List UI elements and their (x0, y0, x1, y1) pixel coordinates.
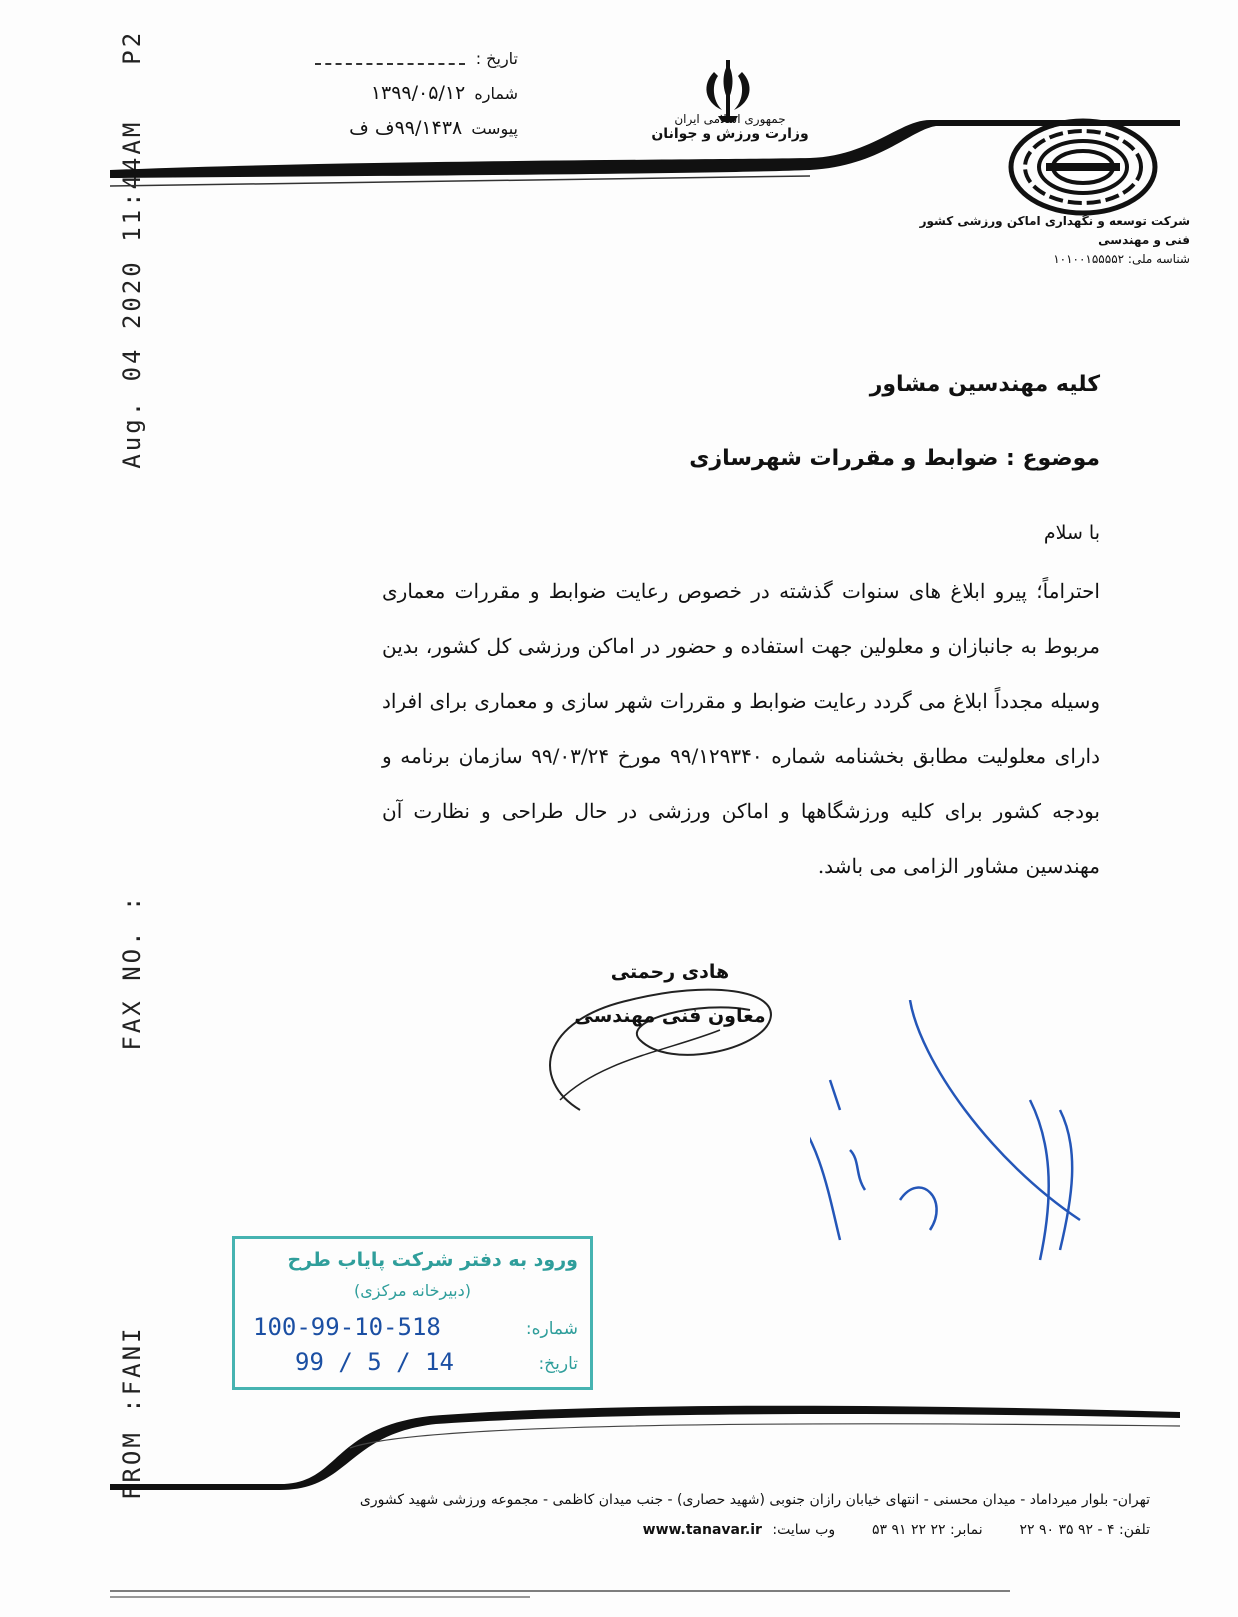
letter-recipient: کلیه مهندسین مشاور (869, 372, 1100, 397)
fax-header-strip (118, 30, 146, 1500)
letter-meta (315, 42, 518, 146)
handwritten-note (810, 1000, 1140, 1320)
footer-fax: نمابر: ۲۲ ۲۲ ۹۱ ۵۳ (872, 1522, 983, 1538)
meta-date-row (315, 42, 518, 76)
stamp-title: ورود به دفتر شرکت پایاب طرح (287, 1249, 578, 1271)
fax-page: P2 (118, 29, 146, 65)
fax-number: FAX NO. : (118, 893, 146, 1051)
company-national-id: شناسه ملی: ۱۰۱۰۰۱۵۵۵۵۲ (1053, 252, 1190, 266)
footer-contact (637, 1522, 1150, 1538)
fax-from: FROM :FANI (118, 1325, 146, 1500)
footer-website[interactable]: www.tanavar.ir (642, 1522, 762, 1538)
letter-subject: موضوع : ضوابط و مقررات شهرسازی (689, 446, 1100, 471)
meta-date-label: تاریخ : (475, 49, 518, 68)
signatory-name: هادی رحمتی (610, 961, 730, 983)
bottom-rule (110, 1588, 1010, 1602)
ministry-line2: وزارت ورزش و جوانان (651, 126, 809, 142)
footer-swoosh (110, 1398, 1180, 1490)
meta-number-value: ۱۳۹۹/۰۵/۱۲ (370, 82, 466, 104)
company-name: شرکت توسعه و نگهداری اماکن ورزشی کشور (919, 214, 1190, 228)
footer-phone: تلفن: ۴ - ۹۲ ۳۵ ۹۰ ۲۲ (1019, 1522, 1150, 1538)
meta-date-line (315, 55, 465, 65)
company-heading (910, 212, 1190, 269)
signature-block (560, 950, 780, 1038)
meta-number-row (315, 76, 518, 111)
stamp-date-label: تاریخ: (538, 1354, 578, 1374)
meta-attachment-label: پیوست (471, 119, 518, 138)
letter-greeting: با سلام (1043, 522, 1100, 544)
footer-address: تهران- بلوار میرداماد - میدان محسنی - انتهای خیابان رازان جنوبی (شهید حصاری) - جنب میدان کاظمی - مجموعه ورزشی شهید کشوری (359, 1492, 1150, 1508)
registration-stamp (232, 1236, 593, 1390)
stamp-number-label: شماره: (525, 1319, 578, 1339)
stamp-date-value: 99 / 5 / 14 (295, 1348, 454, 1376)
ministry-heading (640, 112, 820, 142)
meta-attachment-row (315, 111, 518, 146)
company-dept: فنی و مهندسی (1098, 233, 1190, 247)
signatory-title: معاون فنی مهندسی (574, 1005, 766, 1027)
stamp-number-value: 100-99-10-518 (253, 1313, 441, 1341)
meta-attachment-value: ۹۹/۱۴۳۸ف ف (349, 117, 463, 139)
stamp-subtitle: (دبیرخانه مرکزی) (354, 1281, 471, 1300)
company-logo-icon (1008, 118, 1158, 216)
fax-date-stamp: Aug. 04 2020 11:44AM (118, 119, 146, 469)
footer-website-label: وب سایت: (772, 1522, 836, 1538)
letter-body: احتراماً؛ پیرو ابلاغ های سنوات گذشته در خصوص رعایت ضوابط و مقررات معماری مربوط به جانبازان و معلولین جهت استفاده و حضور در اماکن ورزشی کل کشور، بدین وسیله مجدداً ابلاغ می گردد رعایت ضوابط و مقررات شهر سازی و معماری برای افراد دارای معلولیت مطابق بخشنامه شماره ۹۹/۱۲۹۳۴۰ مورخ ۹۹/۰۳/۲۴ سازمان برنامه و بودجه کشور برای کلیه ورزشگاهها و اماکن ورزشی در حال طراحی و نظارت آن مهندسین مشاور الزامی می باشد. (382, 579, 1101, 878)
ministry-line1: جمهوری اسلامی ایران (674, 112, 786, 126)
meta-number-label: شماره (474, 84, 518, 103)
